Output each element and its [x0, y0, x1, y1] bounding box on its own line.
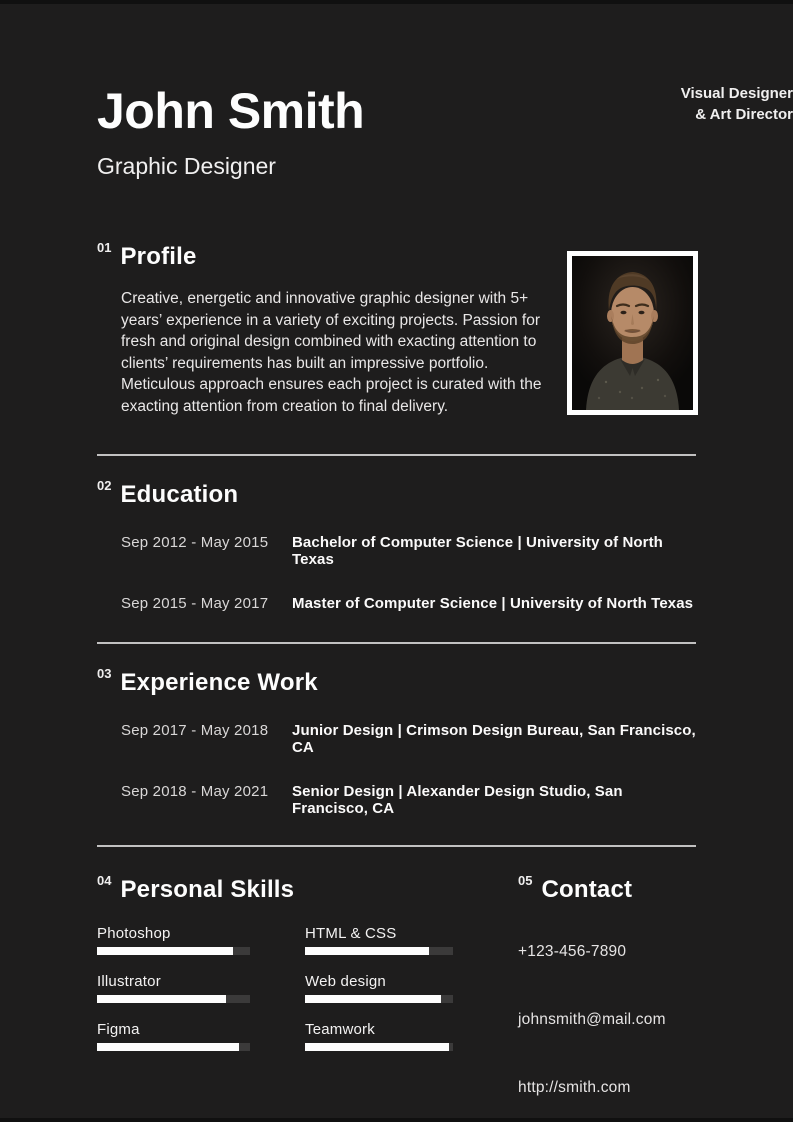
- skill-label: Teamwork: [305, 1021, 375, 1038]
- profile-section-title: Profile: [120, 243, 197, 270]
- skill-bar-track: [305, 995, 453, 1003]
- skill-label: HTML & CSS: [305, 925, 397, 942]
- divider-3: [97, 845, 696, 847]
- education-section-title: Education: [120, 481, 239, 508]
- skill-bar-fill: [305, 1043, 449, 1051]
- experience-row: [121, 722, 696, 756]
- profile-section-number: 01: [97, 240, 112, 255]
- skills-grid: [97, 925, 453, 1051]
- education-rows: [121, 534, 696, 612]
- education-detail: Master of Computer Science | University of North Texas: [292, 595, 694, 612]
- education-row: [121, 595, 696, 612]
- experience-row: [121, 783, 696, 817]
- tagline-line-1: Visual Designer: [680, 85, 793, 102]
- profile-summary-text: Creative, energetic and innovative graphic designer with 5+ years’ experience in a variety of exciting projects. Passion for fresh and original design combined with exacting attention to clients’ requirements has built an impressive portfolio. Meticulous approach ensures each project is curated with the exacting attention from creation to final delivery.: [121, 290, 542, 415]
- education-heading-row: [97, 480, 696, 510]
- experience-date: Sep 2018 - May 2021: [121, 783, 269, 800]
- education-detail: Bachelor of Computer Science | University of North Texas: [292, 534, 663, 568]
- experience-detail: Junior Design | Crimson Design Bureau, San Francisco, CA: [292, 722, 696, 756]
- bottom-edge-strip: [0, 1118, 793, 1122]
- experience-detail: Senior Design | Alexander Design Studio, San Francisco, CA: [292, 783, 623, 817]
- skill-bar-track: [97, 947, 250, 955]
- skill-bar-fill: [97, 947, 233, 955]
- skill-item: [97, 973, 250, 1003]
- divider-2: [97, 642, 696, 644]
- skills-section-number: 04: [97, 873, 112, 888]
- skill-bar-fill: [305, 995, 441, 1003]
- divider-1: [97, 454, 696, 456]
- contact-section-title: Contact: [541, 876, 633, 903]
- contact-items: [518, 943, 696, 1097]
- skill-item: [305, 973, 453, 1003]
- portrait-illustration: [572, 256, 693, 410]
- contact-section-number: 05: [518, 873, 533, 888]
- skill-label: Photoshop: [97, 925, 171, 942]
- contact-phone: +123-456-7890: [518, 943, 627, 960]
- skill-label: Illustrator: [97, 973, 161, 990]
- skill-item: [97, 925, 250, 955]
- section-experience: [97, 668, 696, 817]
- contact-email: johnsmith@mail.com: [518, 1011, 666, 1028]
- education-row: [121, 534, 696, 568]
- skill-bar-track: [305, 947, 453, 955]
- contact-heading-row: [518, 875, 696, 905]
- skill-bar-fill: [305, 947, 429, 955]
- skill-label: Figma: [97, 1021, 140, 1038]
- experience-section-number: 03: [97, 666, 112, 681]
- person-name: John Smith: [97, 83, 365, 139]
- experience-rows: [121, 722, 696, 817]
- skill-bar-fill: [97, 995, 226, 1003]
- skill-bar-track: [97, 995, 250, 1003]
- skill-item: [305, 1021, 453, 1051]
- skill-bar-track: [97, 1043, 250, 1051]
- section-skills: [97, 875, 453, 1122]
- skill-bar-track: [305, 1043, 453, 1051]
- profile-photo: [567, 251, 698, 415]
- education-date: Sep 2012 - May 2015: [121, 534, 269, 551]
- bottom-grid: [97, 875, 696, 1122]
- skill-item: [97, 1021, 250, 1051]
- education-section-number: 02: [97, 478, 112, 493]
- section-profile: [97, 242, 696, 417]
- section-contact: [453, 875, 696, 1122]
- education-date: Sep 2015 - May 2017: [121, 595, 269, 612]
- experience-section-title: Experience Work: [120, 669, 318, 696]
- tagline: [681, 83, 793, 125]
- section-education: [97, 480, 696, 612]
- header: [97, 83, 793, 180]
- skill-item: [305, 925, 453, 955]
- job-title: Graphic Designer: [97, 153, 276, 179]
- tagline-line-2: & Art Director: [695, 106, 793, 123]
- skill-label: Web design: [305, 973, 386, 990]
- skills-section-title: Personal Skills: [120, 876, 295, 903]
- experience-heading-row: [97, 668, 696, 698]
- skill-bar-fill: [97, 1043, 239, 1051]
- skills-heading-row: [97, 875, 453, 905]
- experience-date: Sep 2017 - May 2018: [121, 722, 269, 739]
- contact-website: http://smith.com: [518, 1079, 631, 1096]
